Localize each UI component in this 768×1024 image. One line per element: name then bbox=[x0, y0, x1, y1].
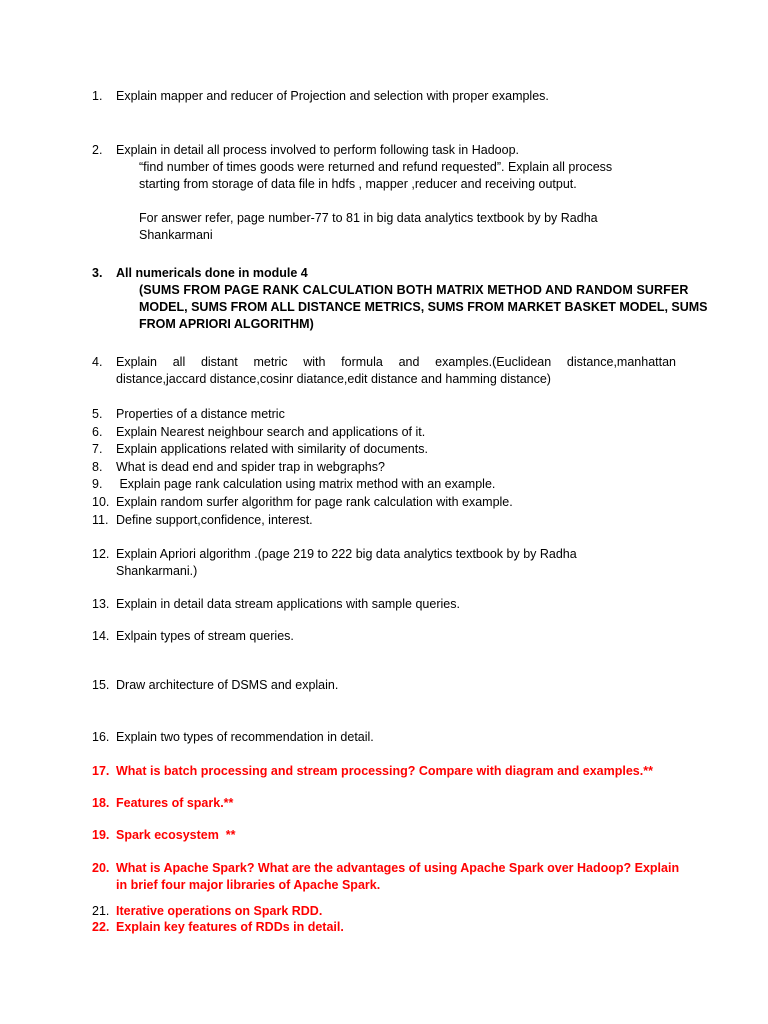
question-number: 5. bbox=[92, 407, 103, 421]
question-text: Explain in detail all process involved to perform following task in Hadoop. bbox=[116, 143, 519, 157]
question-text: What is batch processing and stream processing? Compare with diagram and examples.** bbox=[116, 764, 653, 778]
question-text: All numericals done in module 4 bbox=[116, 266, 308, 280]
question-number: 16. bbox=[92, 730, 110, 744]
question-number: 17. bbox=[92, 764, 110, 778]
question-number: 21. bbox=[92, 904, 110, 918]
question-text: Explain mapper and reducer of Projection and selection with proper examples. bbox=[116, 89, 549, 103]
question-text: Explain random surfer algorithm for page rank calculation with example. bbox=[116, 495, 513, 509]
question-text: What is dead end and spider trap in webgraphs? bbox=[116, 460, 385, 474]
question-text: Explain two types of recommendation in detail. bbox=[116, 730, 374, 744]
question-text: Spark ecosystem ** bbox=[116, 828, 236, 842]
question-13 bbox=[92, 596, 676, 613]
question-3 bbox=[92, 265, 708, 333]
question-12 bbox=[92, 546, 676, 580]
question-text: Draw architecture of DSMS and explain. bbox=[116, 678, 339, 692]
question-16 bbox=[92, 729, 676, 746]
question-text: Explain all distant metric with formula and examples.(Euclidean distance,manhattan bbox=[116, 355, 676, 369]
question-9 bbox=[92, 476, 676, 493]
question-text: Exlpain types of stream queries. bbox=[116, 629, 294, 643]
question-text: Iterative operations on Spark RDD. bbox=[116, 904, 323, 918]
question-number: 14. bbox=[92, 629, 110, 643]
question-19 bbox=[92, 827, 676, 844]
question-15 bbox=[92, 677, 676, 694]
question-10 bbox=[92, 494, 676, 511]
answer-reference: For answer refer, page number-77 to 81 in big data analytics textbook by by Radha bbox=[139, 211, 598, 225]
question-number: 10. bbox=[92, 495, 110, 509]
question-6 bbox=[92, 424, 676, 441]
question-8 bbox=[92, 459, 676, 476]
question-subtext: “find number of times goods were returned and refund requested”. Explain all process bbox=[139, 160, 613, 174]
question-number: 4. bbox=[92, 355, 103, 369]
question-number: 8. bbox=[92, 460, 103, 474]
question-number: 15. bbox=[92, 678, 110, 692]
question-18 bbox=[92, 795, 676, 812]
question-number: 7. bbox=[92, 442, 103, 456]
question-text: Define support,confidence, interest. bbox=[116, 513, 313, 527]
question-text: Properties of a distance metric bbox=[116, 407, 285, 421]
question-subtext: (SUMS FROM PAGE RANK CALCULATION BOTH MATRIX METHOD AND RANDOM SURFER bbox=[139, 283, 689, 297]
question-number: 11. bbox=[92, 513, 109, 527]
question-17 bbox=[92, 763, 676, 780]
answer-reference: Shankarmani bbox=[139, 228, 213, 242]
question-text: Explain Nearest neighbour search and applications of it. bbox=[116, 425, 426, 439]
question-7 bbox=[92, 441, 676, 458]
question-text: Explain in detail data stream applications with sample queries. bbox=[116, 597, 460, 611]
question-text: What is Apache Spark? What are the advantages of using Apache Spark over Hadoop? Explain bbox=[116, 861, 680, 875]
question-number: 1. bbox=[92, 89, 103, 103]
question-text: in brief four major libraries of Apache Spark. bbox=[116, 878, 381, 892]
question-11 bbox=[92, 512, 676, 529]
question-21 bbox=[92, 903, 676, 920]
question-text: Shankarmani.) bbox=[116, 564, 198, 578]
question-number: 9. bbox=[92, 477, 103, 491]
question-subtext: starting from storage of data file in hdfs , mapper ,reducer and receiving output. bbox=[139, 177, 577, 191]
question-14 bbox=[92, 628, 676, 645]
question-number: 12. bbox=[92, 547, 110, 561]
question-1 bbox=[92, 88, 676, 105]
question-subtext: MODEL, SUMS FROM ALL DISTANCE METRICS, SUMS FROM MARKET BASKET MODEL, SUMS bbox=[139, 300, 708, 314]
question-number: 3. bbox=[92, 266, 103, 280]
question-number: 19. bbox=[92, 828, 110, 842]
question-text: Explain key features of RDDs in detail. bbox=[116, 920, 344, 934]
question-20 bbox=[92, 860, 680, 894]
question-number: 20. bbox=[92, 861, 110, 875]
question-text: Features of spark.** bbox=[116, 796, 234, 810]
question-2 bbox=[92, 142, 676, 244]
question-number: 18. bbox=[92, 796, 110, 810]
question-subtext: FROM APRIORI ALGORITHM) bbox=[139, 317, 314, 331]
question-number: 13. bbox=[92, 597, 110, 611]
question-text: Explain Apriori algorithm .(page 219 to 222 big data analytics textbook by by Radha bbox=[116, 547, 577, 561]
question-text: Explain applications related with similarity of documents. bbox=[116, 442, 428, 456]
question-number: 6. bbox=[92, 425, 103, 439]
question-number: 22. bbox=[92, 920, 110, 934]
question-number: 2. bbox=[92, 143, 103, 157]
question-4 bbox=[92, 354, 676, 388]
question-5 bbox=[92, 406, 676, 423]
question-text: distance,jaccard distance,cosinr diatance,edit distance and hamming distance) bbox=[116, 372, 551, 386]
question-text: Explain page rank calculation using matrix method with an example. bbox=[116, 477, 496, 491]
question-22 bbox=[92, 919, 676, 936]
